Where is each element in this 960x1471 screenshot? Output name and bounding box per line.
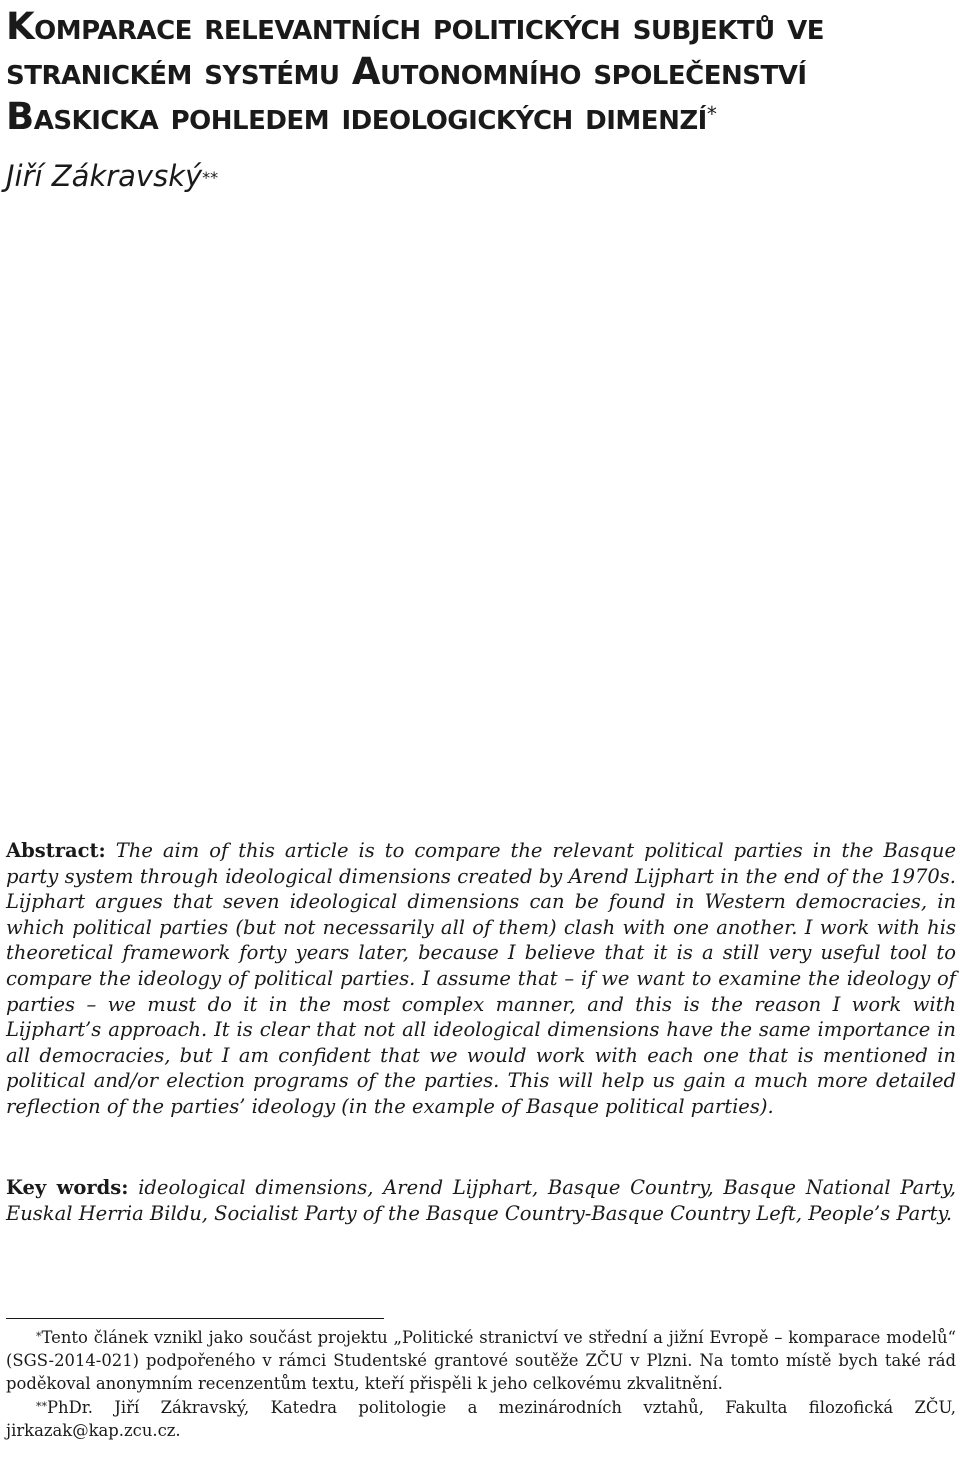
footnote-text: PhDr. Jiří Zákravský, Katedra politologie a mezinárodních vztahů, Fakulta filozofická ZČU, jirkazak@kap.zcu.cz.	[6, 1397, 956, 1440]
article-author	[6, 158, 218, 194]
article-title	[6, 4, 956, 139]
author-name: Jiří Zákravský	[6, 159, 203, 193]
footnote-project	[6, 1326, 956, 1396]
keywords	[6, 1175, 956, 1226]
keywords-label: Key words:	[6, 1176, 129, 1199]
author-footnote-mark[interactable]: **	[202, 168, 219, 187]
footnote-mark: **	[36, 1399, 47, 1413]
title-footnote-mark[interactable]: *	[706, 102, 717, 126]
footnote-text: Tento článek vznikl jako součást projektu „Politické stranictví ve střední a jižní Evropě – komparace modelů“ (SGS-2014-021) podpořeného v rámci Studentské grantové soutěže ZČU v Plzni. Na tomto místě bych také rád poděkoval anonymním recenzentům textu, kteří přispěli k jeho celkovému zkvalitnění.	[6, 1328, 956, 1394]
abstract-label: Abstract:	[6, 839, 106, 862]
footnotes	[6, 1326, 956, 1442]
footnote-divider	[6, 1318, 384, 1319]
keywords-text: ideological dimensions, Arend Lijphart, Basque Country, Basque National Party, Euskal Herria Bildu, Socialist Party of the Basque Country-Basque Country Left, People’s Party.	[6, 1176, 956, 1225]
article-title-text: Komparace relevantních politických subjektů ve stranickém systému Autonomního společenství Baskicka pohledem ideologických dimenzí	[6, 5, 825, 138]
abstract	[6, 838, 956, 1120]
footnote-author-affiliation	[6, 1396, 956, 1442]
footnote-mark: *	[36, 1330, 42, 1343]
abstract-text: The aim of this article is to compare the relevant political parties in the Basque party system through ideological dimensions created by Arend Lijphart in the end of the 1970s. Lijphart argues that seven ideological dimensions can be found in Western democracies, in which political parties (but not necessarily all of them) clash with one another. I work with his theoretical framework forty years later, because I believe that it is a still very useful tool to compare the ideology of political parties. I assume that – if we want to examine the ideology of parties – we must do it in the most complex manner, and this is the reason I work with Lijphart’s approach. It is clear that not all ideological dimensions have the same importance in all democracies, but I am confident that we would work with each one that is mentioned in political and/or election programs of the parties. This will help us gain a much more detailed reflection of the parties’ ideology (in the example of Basque political parties).	[6, 839, 957, 1118]
